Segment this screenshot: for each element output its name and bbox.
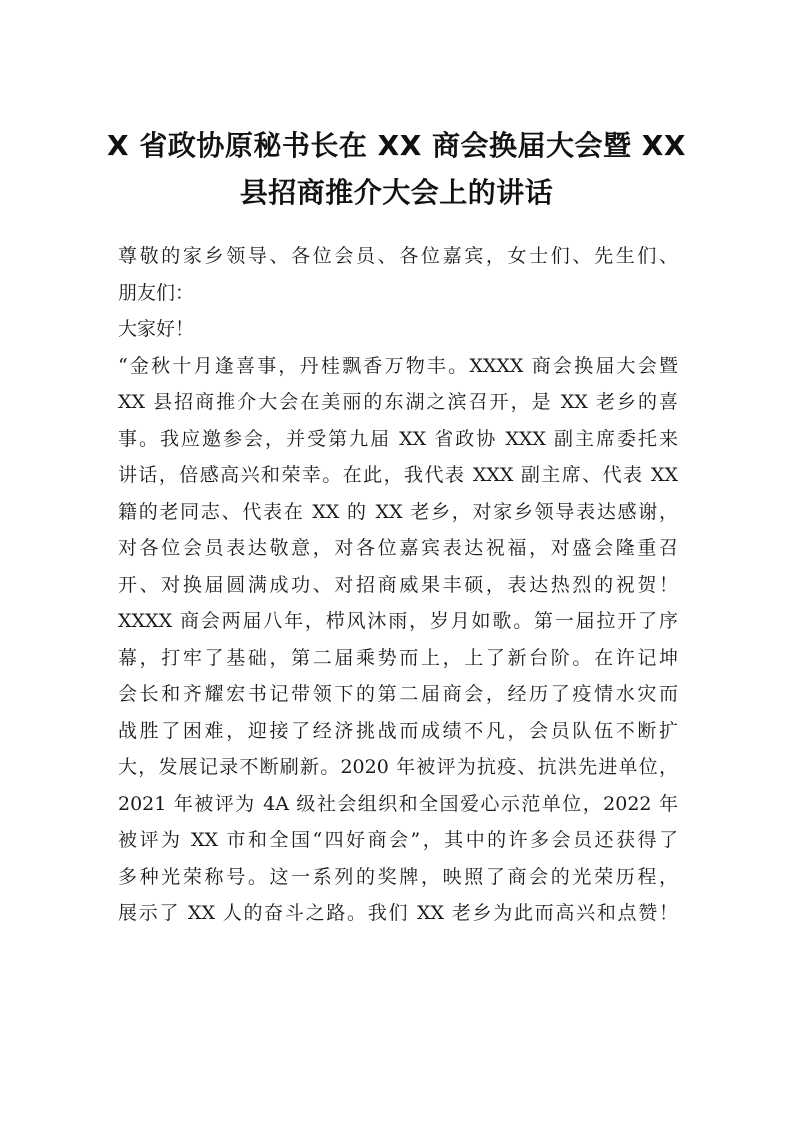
body-line: 展示了 XX 人的奋斗之路。我们 XX 老乡为此而高兴和点赞！ bbox=[118, 902, 678, 924]
body-line: 尊敬的家乡领导、各位会员、各位嘉宾，女士们、先生们、 bbox=[118, 245, 678, 267]
body-line: “金秋十月逢喜事，丹桂飘香万物丰。XXXX 商会换届大会暨 bbox=[118, 354, 678, 377]
body-line: XX 县招商推介大会在美丽的东湖之滨召开，是 XX 老乡的喜 bbox=[118, 391, 678, 413]
document-title bbox=[100, 122, 693, 216]
body-line: 朋友们： bbox=[118, 281, 195, 304]
body-line: 籍的老同志、代表在 XX 的 XX 老乡，对家乡领导表达感谢， bbox=[118, 500, 678, 523]
body-line: 会长和齐耀宏书记带领下的第二届商会，经历了疫情水灾而 bbox=[118, 683, 678, 705]
body-line: 事。我应邀参会，并受第九届 XX 省政协 XXX 副主席委托来 bbox=[118, 427, 678, 450]
body-line: 大，发展记录不断刷新。2020 年被评为抗疫、抗洪先进单位， bbox=[118, 756, 678, 778]
body-line: 幕，打牢了基础，第二届乘势而上，上了新台阶。在许记坤 bbox=[118, 646, 678, 669]
body-line: 2021 年被评为 4A 级社会组织和全国爱心示范单位，2022 年 bbox=[118, 792, 678, 815]
body-line: 多种光荣称号。这一系列的奖牌，映照了商会的光荣历程， bbox=[118, 865, 678, 888]
body-line: 讲话，倍感高兴和荣幸。在此，我代表 XXX 副主席、代表 XX bbox=[118, 464, 678, 486]
body-line: 开、对换届圆满成功、对招商威果丰硕，表达热烈的祝贺！ bbox=[118, 573, 678, 596]
document-body bbox=[118, 238, 678, 932]
title-line-1: X 省政协原秘书长在 XX 商会换届大会暨 XX bbox=[107, 129, 686, 162]
body-line: XXXX 商会两届八年，栉风沐雨，岁月如歌。第一届拉开了序 bbox=[118, 610, 678, 632]
body-line: 战胜了困难，迎接了经济挑战而成绩不凡，会员队伍不断扩 bbox=[118, 719, 678, 742]
body-line: 对各位会员表达敬意，对各位嘉宾表达祝福，对盛会隆重召 bbox=[118, 537, 678, 559]
body-line: 被评为 XX 市和全国“四好商会”，其中的许多会员还获得了 bbox=[118, 829, 678, 851]
body-line: 大家好！ bbox=[118, 318, 195, 340]
title-line-2: 县招商推介大会上的讲话 bbox=[239, 176, 554, 209]
